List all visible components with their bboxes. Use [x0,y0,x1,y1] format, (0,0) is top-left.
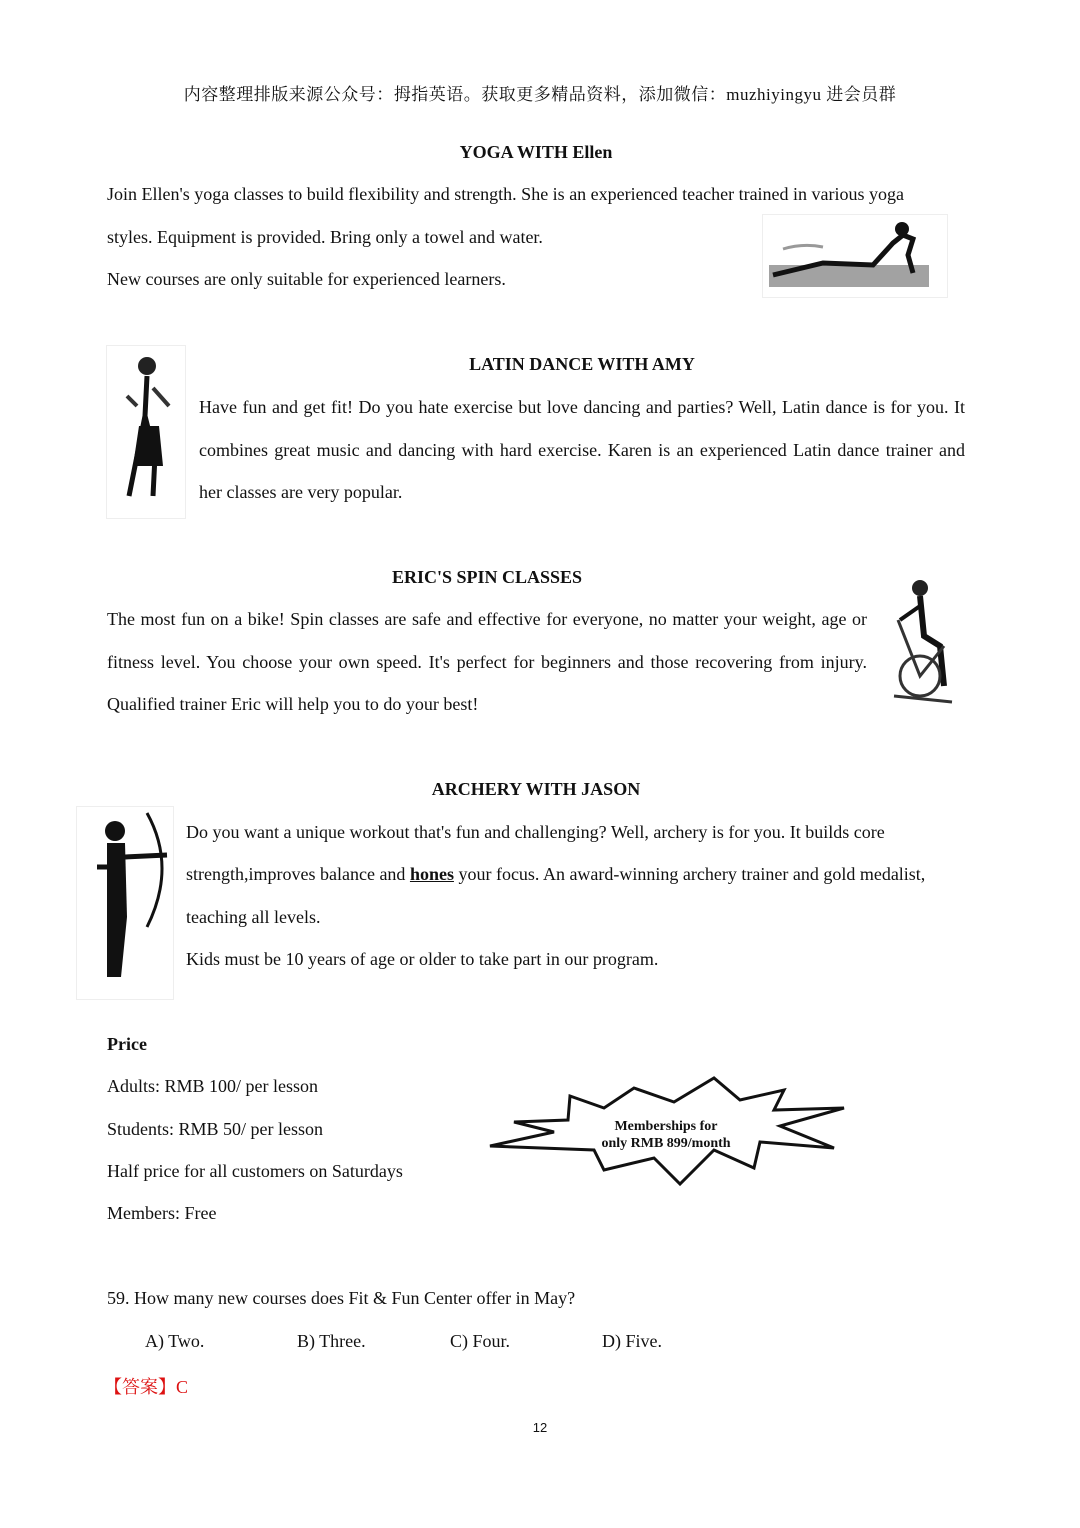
price-members: Members: Free [107,1203,217,1223]
archery-line-2-end: your focus. An award-winning archery trainer and gold medalist, [453,864,926,884]
price-saturday: Half price for all customers on Saturdays [107,1161,403,1181]
archery-line-2 [186,864,925,885]
archery-title: ARCHERY WITH JASON [431,779,641,799]
yoga-illustration [762,214,948,298]
membership-burst [484,1066,856,1190]
archer-illustration [76,806,174,1000]
archery-line-3: teaching all levels. [186,907,321,927]
burst-text [484,1118,848,1152]
price-heading: Price [107,1034,147,1054]
yoga-line-1: Join Ellen's yoga classes to build flexibility and strength. She is an experienced teacher trained in various yoga [107,184,905,204]
spin-bike-illustration [884,576,960,710]
page-number: 12 [532,1420,548,1435]
yoga-line-3: New courses are only suitable for experienced learners. [107,269,506,289]
yoga-line-2: styles. Equipment is provided. Bring only a towel and water. [107,227,543,247]
archery-line-4: Kids must be 10 years of age or older to take part in our program. [186,949,659,969]
option-c: C) Four. [450,1331,511,1351]
burst-line-1: Memberships for [614,1119,718,1134]
latin-title: LATIN DANCE WITH AMY [469,354,695,374]
option-b: B) Three. [297,1331,366,1351]
header-note: 内容整理排版来源公众号：拇指英语。获取更多精品资料，添加微信：muzhiyingyu 进会员群 [183,85,897,104]
yoga-title: YOGA WITH Ellen [459,142,613,162]
spin-body: The most fun on a bike! Spin classes are safe and effective for everyone, no matter your weight, age or fitness level. You choose your own speed. It's perfect for beginners and those recovering from injury. Qualified trainer Eric will help you to do your best! [107,609,867,714]
spin-title: ERIC'S SPIN CLASSES [391,567,583,587]
archery-line-1: Do you want a unique workout that's fun and challenging? Well, archery is for you. It builds core [186,822,885,842]
option-d: D) Five. [602,1331,662,1351]
price-students: Students: RMB 50/ per lesson [107,1119,324,1139]
answer-label: 【答案】C [104,1377,189,1397]
archery-line-2-start: strength,improves balance and [186,864,410,884]
dancer-illustration [106,345,186,519]
burst-line-2: only RMB 899/month [601,1136,731,1151]
highlighted-word-hones: hones [409,864,454,884]
question-stem: 59. How many new courses does Fit & Fun Center offer in May? [107,1288,576,1308]
option-a: A) Two. [145,1331,205,1351]
price-adults: Adults: RMB 100/ per lesson [107,1076,319,1096]
latin-body: Have fun and get fit! Do you hate exercise but love dancing and parties? Well, Latin dance is for you. It combines great music and dancing with hard exercise. Karen is an experienced Latin dance trainer and her classes are very popular. [199,397,965,502]
